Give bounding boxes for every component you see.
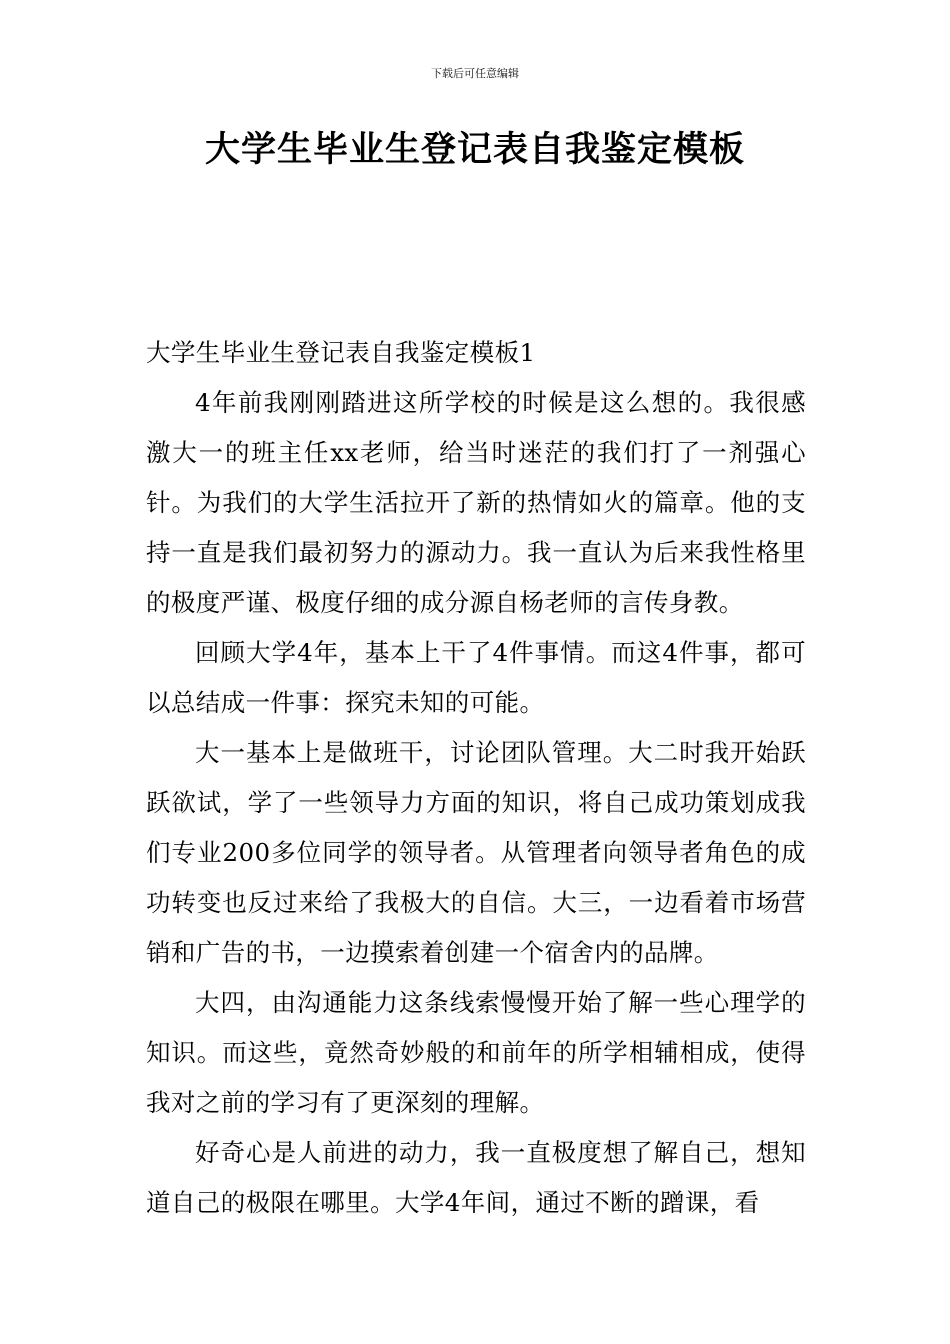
paragraph-2: 回顾大学4年，基本上干了4件事情。而这4件事，都可以总结成一件事：探究未知的可能。 — [146, 638, 806, 717]
document-title: 大学生毕业生登记表自我鉴定模板 — [204, 130, 745, 170]
section-heading: 大学生毕业生登记表自我鉴定模板1 — [146, 338, 536, 367]
paragraph-1: 4年前我刚刚踏进这所学校的时候是这么想的。我很感激大一的班主任xx老师，给当时迷茫的我们打了一剂强心针。为我们的大学生活拉开了新的热情如火的篇章。他的支持一直是我们最初努力的源动力。我一直认为后来我性格里的极度严谨、极度仔细的成分源自杨老师的言传身教。 — [146, 388, 806, 617]
paragraph-4: 大四，由沟通能力这条线索慢慢开始了解一些心理学的知识。而这些，竟然奇妙般的和前年的所学相辅相成，使得我对之前的学习有了更深刻的理解。 — [146, 988, 806, 1117]
header-note: 下载后可任意编辑 — [431, 67, 519, 80]
paragraph-5: 好奇心是人前进的动力，我一直极度想了解自己，想知道自己的极限在哪里。大学4年间，通过不断的蹭课，看 — [146, 1138, 806, 1217]
paragraph-3: 大一基本上是做班干，讨论团队管理。大二时我开始跃跃欲试，学了一些领导力方面的知识，将自己成功策划成我们专业200多位同学的领导者。从管理者向领导者角色的成功转变也反过来给了我极大的自信。大三，一边看着市场营销和广告的书，一边摸索着创建一个宿舍内的品牌。 — [146, 738, 806, 967]
document-body — [146, 328, 806, 1228]
